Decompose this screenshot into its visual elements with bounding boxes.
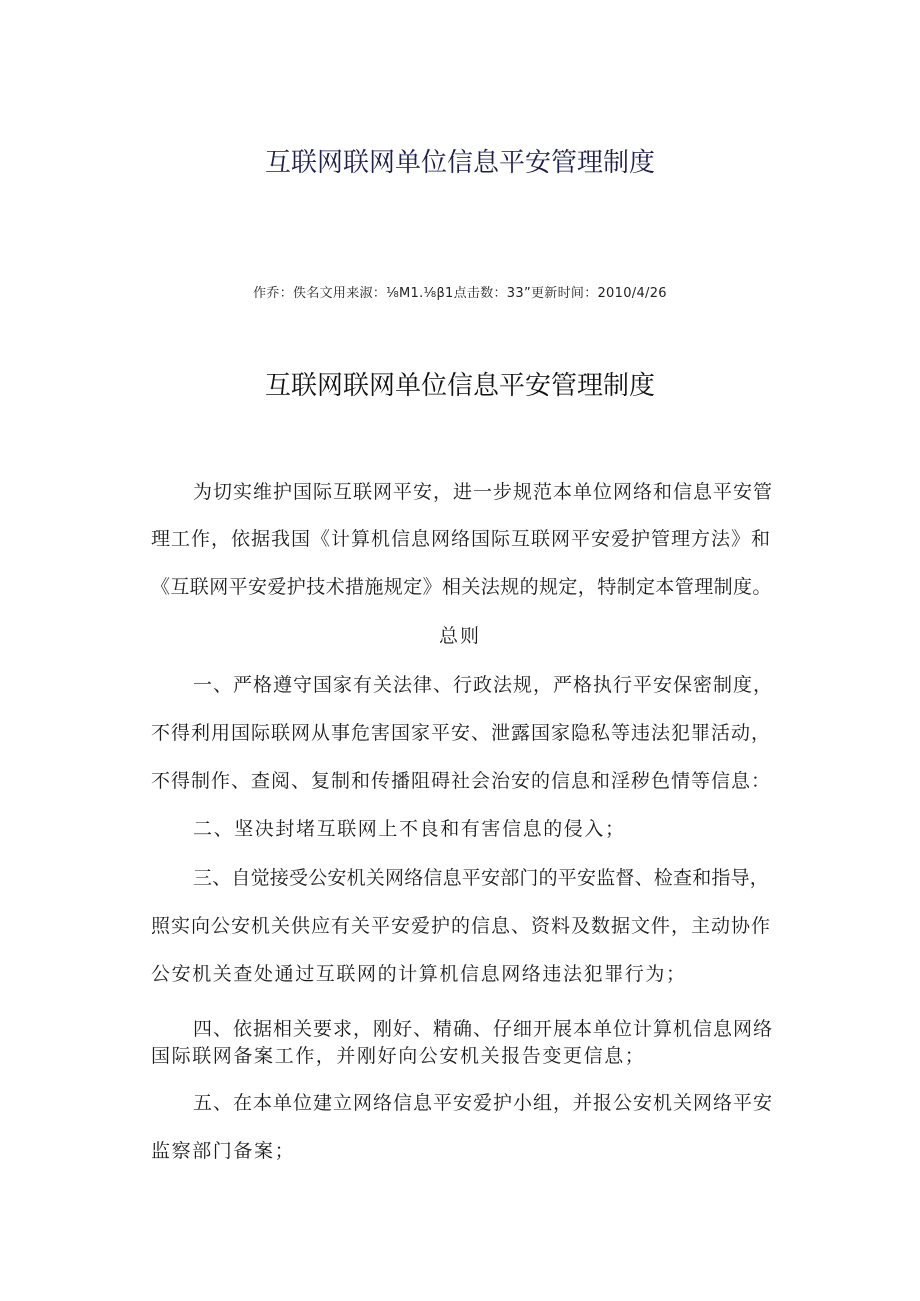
item-2-line-1: 二、坚决封堵互联网上不良和有害信息的侵入； (193, 818, 626, 840)
intro-line-3: 《互联网平安爱护技术措施规定》相关法规的规定，特制定本管理制度。 (151, 576, 772, 598)
document-title: 互联网联网单位信息平安管理制度 (264, 148, 655, 178)
item-5-line-1: 五、在本单位建立网络信息平安爱护小组，并报公安机关网络平安 (193, 1092, 774, 1114)
document-subtitle: 互联网联网单位信息平安管理制度 (264, 371, 655, 401)
item-1-line-1: 一、严格遵守国家有关法律、行政法规，严格执行平安保密制度， (193, 674, 774, 696)
item-3-line-2: 照实向公安机关供应有关平安爱护的信息、资料及数据文件，主动协作 (151, 915, 772, 937)
item-4-line-2: 国际联网备案工作，并刚好向公安机关报告变更信息； (151, 1045, 646, 1067)
intro-line-1: 为切实维护国际互联网平安，进一步规范本单位网络和信息平安管 (193, 481, 774, 503)
item-4-line-1: 四、依据相关要求，刚好、精确、仔细开展本单位计算机信息网络 (193, 1018, 774, 1040)
item-1-line-3: 不得制作、查阅、复制和传播阻碍社会治安的信息和淫秽色情等信息： (151, 770, 772, 792)
item-1-line-2: 不得利用国际联网从事危害国家平安、泄露国家隐私等违法犯罪活动， (151, 722, 772, 744)
item-3-line-1: 三、自觉接受公安机关网络信息平安部门的平安监督、检查和指导， (193, 867, 770, 889)
item-3-line-3: 公安机关查处通过互联网的计算机信息网络违法犯罪行为； (151, 963, 687, 985)
intro-line-2: 理工作，依据我国《计算机信息网络国际互联网平安爱护管理方法》和 (151, 528, 772, 550)
section-heading: 总则 (438, 625, 481, 647)
document-meta-line: 作乔：佚名文用来淑：⅛M1.⅛β1点击数：33”更新时间：2010/4/26 (253, 286, 667, 301)
item-5-line-2: 监察部门备案； (151, 1140, 296, 1162)
